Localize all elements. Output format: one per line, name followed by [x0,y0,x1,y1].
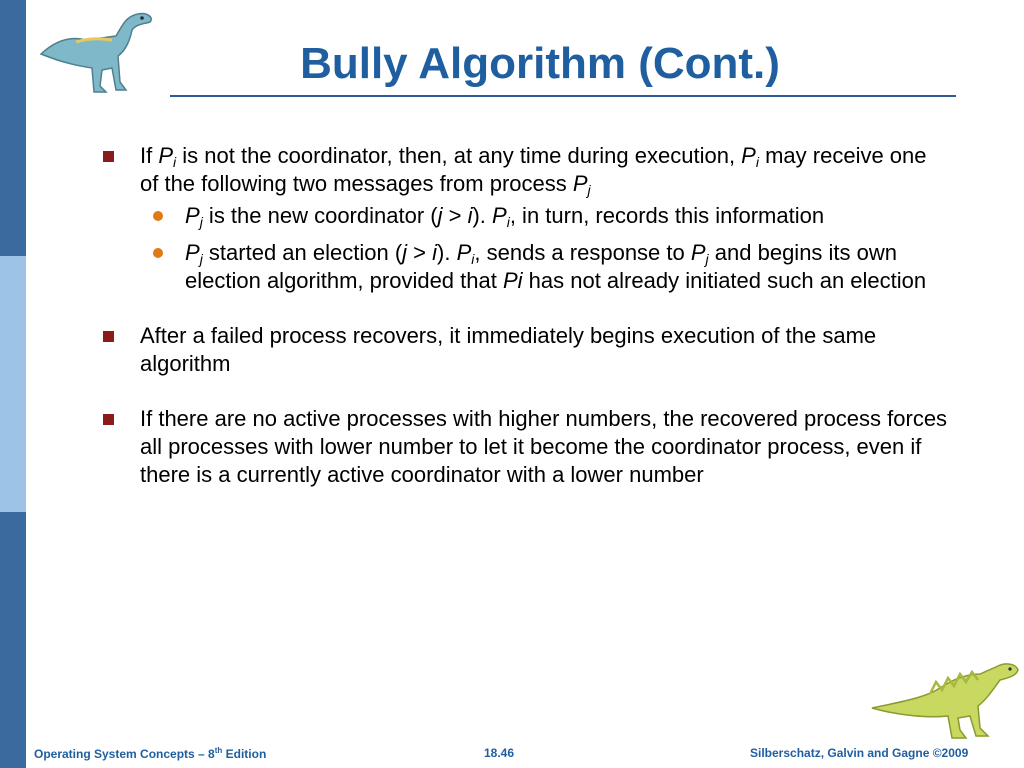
bullet-item: If there are no active processes with higher numbers, the recovered process forces all processes with lower number to let it become the coordinator process, even if there is a currently active coordinator with a lower number [100,405,950,489]
sub-bullet-item: $P_j$ started an election (j > i). $P_i$, sends a response to $P_j$ and begins its own election algorithm, provided that Pi has not already initiated such an election [100,239,950,295]
round-bullet-icon [153,248,163,258]
square-bullet-icon [103,414,114,425]
bullet-item: After a failed process recovers, it immediately begins execution of the same algorithm [100,322,950,378]
page-number: 18.46 [484,746,515,760]
square-bullet-icon [103,151,114,162]
dinosaur-icon [870,658,1020,742]
sidebar-segment-middle [0,256,26,512]
bullet-item: If $P_i$ is not the coordinator, then, at any time during execution, $P_i$ may receive one of the following two messages from process $P_j$ [100,142,950,198]
sidebar-segment-bottom [0,512,26,768]
page-title: Bully Algorithm (Cont.) [300,39,780,88]
sub-bullet-item: $P_j$ is the new coordinator (j > i). $P_i$, in turn, records this information [100,202,950,230]
footer-course-title: Operating System Concepts – 8th Edition [34,746,267,761]
sidebar-segment-top [0,0,26,256]
left-sidebar [0,0,26,768]
dinosaur-icon [36,6,158,98]
round-bullet-icon [153,211,163,221]
square-bullet-icon [103,331,114,342]
slide-content [100,142,950,489]
title-divider [170,95,956,97]
footer-copyright: Silberschatz, Galvin and Gagne ©2009 [750,746,969,760]
